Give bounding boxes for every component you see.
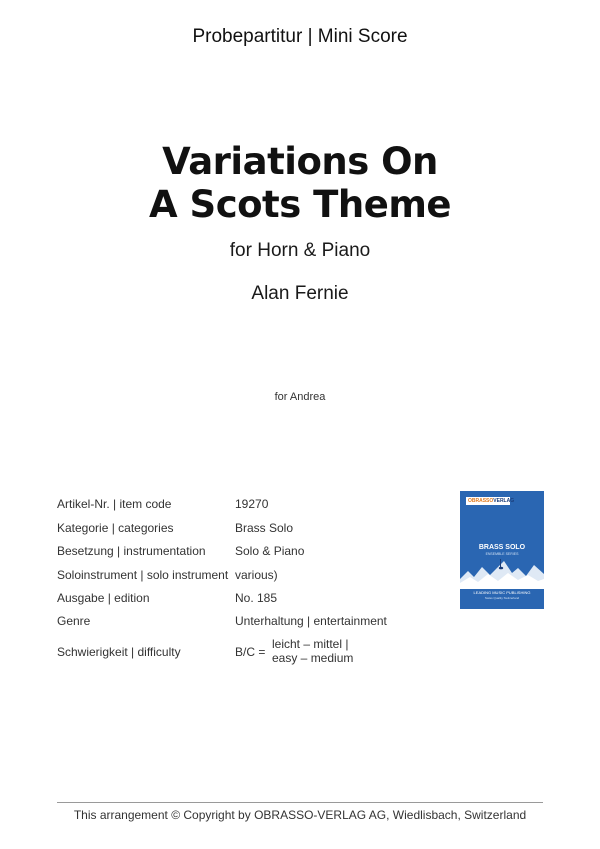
difficulty-line-de: leicht – mittel | bbox=[272, 637, 349, 651]
difficulty-line-en: easy – medium bbox=[272, 651, 354, 665]
info-value: Brass Solo bbox=[235, 521, 294, 535]
info-label: Ausgabe | edition bbox=[57, 591, 150, 605]
piece-subtitle: for Horn & Piano bbox=[229, 240, 371, 261]
cover-tagline: Swiss Quality Switzerland bbox=[484, 596, 520, 600]
composer-name: Alan Fernie bbox=[251, 283, 349, 304]
title-line-1: Variations On bbox=[162, 140, 438, 183]
dedication: for Andrea bbox=[274, 391, 326, 403]
difficulty-label: Schwierigkeit | difficulty bbox=[57, 645, 181, 659]
info-label: Genre bbox=[57, 614, 91, 628]
difficulty-grade: B/C = bbox=[235, 645, 266, 659]
info-label: Artikel-Nr. | item code bbox=[57, 497, 172, 511]
footer-divider bbox=[57, 802, 543, 803]
info-value: various) bbox=[235, 568, 278, 582]
info-value: Solo & Piano bbox=[235, 544, 305, 558]
info-label: Besetzung | instrumentation bbox=[57, 544, 206, 558]
cover-subtitle: ENSEMBLE SERIES bbox=[485, 552, 519, 556]
copyright-footer: This arrangement © Copyright by OBRASSO-VERLAG AG, Wiedlisbach, Switzerland bbox=[73, 808, 527, 822]
page-header: Probepartitur | Mini Score bbox=[192, 26, 408, 47]
info-label: Kategorie | categories bbox=[57, 521, 174, 535]
series-cover-image bbox=[460, 491, 544, 609]
info-value: 19270 bbox=[235, 497, 269, 511]
cover-title: BRASS SOLO bbox=[478, 544, 526, 551]
info-value: Unterhaltung | entertainment bbox=[235, 614, 387, 628]
difficulty-description bbox=[272, 637, 353, 665]
piece-title bbox=[0, 140, 600, 226]
info-value: No. 185 bbox=[235, 591, 278, 605]
title-line-2: A Scots Theme bbox=[149, 183, 451, 226]
cover-publisher: LEADING MUSIC PUBLISHING bbox=[473, 590, 531, 595]
mountains-illustration bbox=[460, 559, 544, 589]
publisher-logo: OBRASSOVERLAG bbox=[468, 498, 515, 504]
info-label: Soloinstrument | solo instrument bbox=[57, 568, 229, 582]
